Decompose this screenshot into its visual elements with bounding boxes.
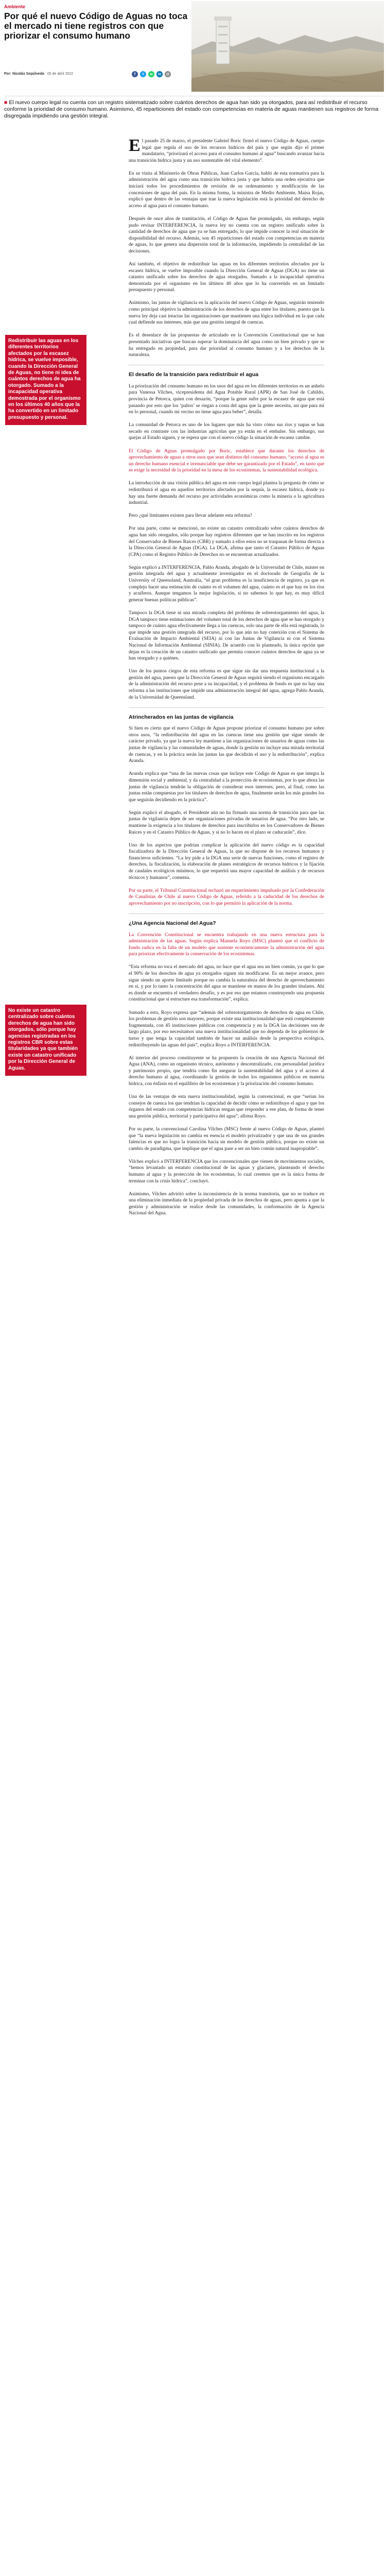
paragraph: Por su parte, la convencional Carolina Vilches (MSC) frente al nuevo Código de Aguas, planteó que “la nueva legislación no cambia en esencia el modelo privatizador y que una de sus grandes falencias es que no logra la transición hacia un modelo de gestión pública, porque no existe un cambio de paradigma, que implique que el agua pase a ser un bien común natural inapropiable”. bbox=[129, 1126, 324, 1151]
paragraph: Asimismo, Vilches advirtió sobre la inconsistencia de la norma transitoria, que no se traduce en una eliminación inmediata de la propiedad privada de los derechos de aguas, pero apunta a que la gestión y administración se realice desde las comunidades, la conformación de la Agencia Nacional del Agua. bbox=[129, 1191, 324, 1216]
section-tag[interactable]: Ambiente bbox=[4, 4, 26, 9]
paragraph: Por una parte, como se mencionó, no existe un catastro centralizado sobre cuántos derechos de agua han sido otorgados, sólo porque hay registros diferentes que se han inscrito en los registros del Conservador de Bienes Raíces (CBR) y sumado a ellos estos no se traspasan de forma directa a la Dirección General de Aguas (DGA). La DGA, afirma que tanto el Catastro Público de Aguas (CPA) como el Registro Público de Derechos no se encuentran actualizados. bbox=[129, 526, 324, 557]
subheading-transition: El desafío de la transición para redistribuir el agua bbox=[129, 371, 259, 378]
email-share-icon[interactable]: @ bbox=[165, 71, 171, 77]
article-lede bbox=[4, 96, 383, 120]
paragraph: El pasado 25 de marzo, el presidente Gabriel Boric firmó el nuevo Código de Aguas, cuerpo legal que regula el uso de los recursos hídricos del país y que según dijo el primer mandatario, “priorizará el acceso para el consumo humano al agua” buscando avanzar hacia una transición hídrica justa y un uso sustentable del vital elemento”. bbox=[129, 136, 324, 163]
paragraph: Pero ¿qué limitantes existen para llevar adelante esta reforma? bbox=[129, 513, 252, 519]
share-bar bbox=[132, 71, 171, 77]
pull-quote-2: No existe un catastro centralizado sobre cuántos derechos de agua han sido otorgados, sólo porque hay agencias registradas en los registros CBR sobre estas titularidades ya que también existe un catastro unificado por la Dirección General de Aguas. bbox=[5, 1005, 86, 1076]
paragraph: La comunidad de Petorca es uno de los lugares que más ha visto cómo sus ríos y napas se han secado en contraste con las industrias agrícolas que ya están en el embalse. Sin embargo, sus quejas al Estado siguen, y se espera que con el nuevo código la situación de escasez cambie. bbox=[129, 422, 324, 441]
article-headline: Por qué el nuevo Código de Aguas no toca el mercado ni tiene registros con que priorizar el consumo humano bbox=[4, 11, 188, 41]
hero-image bbox=[191, 1, 384, 92]
paragraph: Al interior del proceso constituyente se ha propuesto la creación de una Agencia Nacional del Agua (ANA), como un organismo técnico, autónomo y descentralizado, con personalidad jurídica y patrimonio propio, que tendría como fin asegurar la sustentabilidad del agua y el acceso al derecho humano al agua, coordinando la gestión de todos los organismos públicos en materia hídrica, con énfasis en el equilibrio de los ecosistemas y la priorización del consumo humano. bbox=[129, 1055, 324, 1087]
paragraph: Uno de los aspectos que podrían complicar la aplicación del nuevo código es la capacidad fiscalizadora de la Dirección General de Aguas, la que no dispone de los recursos humanos y financieros suficientes. “La ley pide a la DGA una serie de nuevas funciones, como el registro de derechos, la fiscalización, la elaboración de planes estratégicos de recursos hídricos y la fijación de caudales ecológicos mínimos, lo que requerirá una mayor capacidad de análisis y de recursos técnicos y humanos”, comenta. bbox=[129, 842, 324, 880]
paragraph: Uno de los puntos ciegos de esta reforma es que sigue sin dar una respuesta institucional a la gestión del agua, puesto que la Dirección General de Aguas seguirá siendo el organismo encargado de la administración del recurso pese a su incapacidad, y el problema de fondo es que no hay una reforma a las instituciones que impide una administración integral del agua, agrega Pablo Aranda, de la Universidad de Queensland. bbox=[129, 668, 324, 700]
paragraph: Después de once años de tramitación, el Código de Aguas fue promulgado, sin embargo, según pudo revisar INTERFERENCIA, la nueva ley no cuenta con un registro unificado sobre la cantidad de derechos de agua que ya se han entregado, lo que impide conocer la real situación de disponibilidad del recurso. Además, son 45 reparticiones del estado con competencias en materia de aguas, lo que genera una dispersión total de la información, impidiendo la centralidad de las decisiones. bbox=[129, 215, 324, 254]
paragraph-linked[interactable]: Por su parte, el Tribunal Constitucional rechazó un requerimiento impulsado por la Confederación de Canalistas de Chile al nuevo Código de Aguas, referido a la caducidad de los derechos de aprovechamiento por no inscripción, con lo que permitió la aplicación de la norma. bbox=[129, 887, 324, 906]
paragraph: La priorización del consumo humano en los usos del agua en los diferentes territorios es un anhelo para Vanessa Vilches, vicepresidenta del Agua Potable Rural (APR) de San José de Cabildo, provincia de Petorca, quien con desazón, “porque la gente sufre por la escasez de agua que está pasando por esto que los ‘paltos’ se riegan a costa del agua que la gente necesita, así que para mí en lo personal, cuando mi vecino no tiene agua para beber”, detalla. bbox=[129, 383, 324, 415]
paragraph: En su visita al Ministerio de Obras Públicas, Juan Carlos García, habló de esta normativa para la administración del agua como una transición hídrica justa y que habría una orden ejecutiva que iniciará todos los procedimientos de revisión de su ordenamiento y modificación de las concesiones de agua del país. En la misma forma, la ministra de Medio Ambiente, Maisa Rojas, explicó que dentro de las ventajas que trae la nueva legislación está la prioridad del derecho de acceso al agua para el consumo humano. bbox=[129, 170, 324, 209]
paragraph: Así también, el objetivo de redistribuir las aguas en los diferentes territorios afectados por la escasez hídrica, se vuelve imposible cuando la Dirección General de Aguas (DGA) no tiene un catastro unificado sobre los derechos de agua otorgados. Sumado a la incapacidad operativa demostrada por el organismo en los últimos 40 años que lo ha convertido en un limitado presupuesto y personal. bbox=[129, 261, 324, 293]
paragraph: Aranda explica que “una de las nuevas cosas que incluye este Código de Aguas es que integra la dimensión social y ambiental, y da centralidad a la protección de ecosistemas, por lo que ahora las juntas de vigilancia tendrán la obligación de considerar esos intereses, pero, al final, como las juntas están compuestas por los titulares de derechos de agua, finalmente serán los más grandes los que seguirán decidiendo en la práctica”. bbox=[129, 771, 324, 803]
paragraph: Vilches explicó a INTERFERENCIA que los convencionales que vienen de movimientos sociales, “hemos levantado un estatuto constitucional de las aguas y glaciares, planteando el derecho humano al agua y la protección de los ecosistemas, lo cual creemos que es la única forma de terminar con la crisis hídrica”, concluyó. bbox=[129, 1158, 324, 1184]
paragraph: Asimismo, las juntas de vigilancia en la aplicación del nuevo Código de Aguas, seguirán teniendo como principal objetivo la administración de los derechos de agua entre los titulares, puesto que la nueva ley deja casi intactas las organizaciones que mantienen una lógica individual en la que cada cual defiende sus intereses, más que una gestión integral de cuencas. bbox=[129, 300, 324, 326]
pull-quote-1: Redistribuir las aguas en los diferentes territorios afectados por la escasez hídrica, se vuelve imposible, cuando la Dirección General de Aguas, no tiene ni idea de cuántos derechos de agua ha otorgado. Sumado a la incapacidad operativa demostrada por el organismo en los últimos 40 años que la ha convertido en un limitado presupuesto y personal. bbox=[5, 335, 86, 425]
paragraph: Una de las ventajas de esta nueva institucionalidad, según la convencional, es que “serían los consejos de cuenca los que tendrían la capacidad de decidir cómo se redistribuye el agua y que los órganos del estado con competencias hídricas tengan que responder a ese plan, de forma de tener una gestión pública, territorial y participativa del agua”, afirma Royo. bbox=[129, 1094, 324, 1119]
paragraph-linked[interactable]: El Código de Aguas promulgado por Boric, establece que durante los derechos de aprovechamiento de aguas a otros usos que sean distintos del consumo humano, “acceso al agua es un derecho humano esencial e irrenunciable que debe ser garantizado por el Estado”, en tanto que se exige la necesidad de la prioridad en la mesa de los ecosistemas, la sustentabilidad ecológica. bbox=[129, 448, 324, 473]
publish-date: 05 de abril 2022 bbox=[47, 72, 74, 76]
section-divider bbox=[129, 913, 324, 914]
lede-text: El nuevo cuerpo legal no cuenta con un registro sistematizado sobre cuántos derechos de agua han sido ya otorgados, para así redistribuir el recurso conforme la prioridad de consumo humano. Asimismo, 45 reparticiones del estado con competencias en materia de aguas mantienen sus registros de forma disgregada impidiendo una gestión integral. bbox=[4, 99, 379, 119]
linkedin-share-icon[interactable]: in bbox=[156, 71, 163, 77]
paragraph: “Esta reforma no toca el mercado del agua, no hace que el agua sea un bien común, ya que lo que el 90% de los derechos de agua ya otorgados siguen sin modificarse. Es un mejor avance, pero sigue siendo un aporte limitado porque no cambia la naturaleza del derecho de aprovechamiento en sí, y por lo tanto la concentración del agua se mantiene en manos de los grandes titulares. Ahí es donde se encuentra el verdadero desafío, y es por eso que estamos construyendo una propuesta constitucional que sí estructure esa transformación”, explica. bbox=[129, 964, 324, 1003]
paragraph-linked[interactable]: La Convención Constitucional se encuentra trabajando en una nueva estructura para la administración de las aguas. Según explica Manuela Royo (MSC) planteó que el conflicto de fondo radica en la falta de un modelo que sustente económicamente la administración del agua para priorizar efectivamente la conservación de los ecosistemas. bbox=[129, 931, 324, 957]
paragraph: Según explicó a INTERFERENCIA, Pablo Aranda, abogado de la Universidad de Chile, máster en gestión integrada del agua y actualmente investigador en el doctorado de Geografía de la University of Queensland, Australia, “el gran problema es la insuficiencia de registro, ya que es complejo hacer una estimación de cuánto es el volumen del agua, cuánto es el que hay en los ríos y acuíferos. Aunque tengamos la mejor legislación, si no sabemos lo que hay, es muy difícil generar buenas políticas públicas”. bbox=[129, 564, 324, 603]
drop-cap: E bbox=[129, 136, 141, 155]
section-divider bbox=[129, 707, 324, 708]
whatsapp-share-icon[interactable]: w bbox=[148, 71, 154, 77]
lede-marker-icon: ■ bbox=[4, 99, 8, 106]
facebook-share-icon[interactable]: f bbox=[132, 71, 138, 77]
paragraph: Tampoco la DGA tiene ni una mirada completa del problema de sobreotorgamiento del agua, la DGA tampoco tiene estimaciones del volumen total de los derechos de agua que se han otorgado y tampoco de cuánto agua efectivamente llega a las cuencas, solo una parte de ella está registrada, lo que impide una gestión integrada del recurso, por lo que aún no hay conexión con el Sistema de Evaluación de Impacto Ambiental (SEIA) ni con las Juntas de Vigilancia ni con el Sistema Nacional de Información Ambiental (SINIA). De acuerdo con lo planteado, la única opción que dejan es la creación de un catastro unificado que permita conocer cuántos derechos de agua ya se han otorgado y a quiénes. bbox=[129, 609, 324, 662]
author-name[interactable]: Por: Nicolás Sepúlveda bbox=[4, 72, 44, 76]
paragraph: Según explicó el abogado, el Presidente aún no ha firmado una norma de transición para que las juntas de vigilancia dejen de ser organizaciones privadas de usuarios de agua. “Por otro lado, se mantiene la exigencia a los titulares de derechos para inscribirlos en los Conservadores de Bienes Raíces y en el Catastro Público de Aguas, y si no lo hacen en el plazo se caducarán”, dice. bbox=[129, 809, 324, 835]
paragraph: Es el desenlace de las propuestas de articulado en la Convención Constitucional que se han presentado iniciativas que buscan superar la dominancia del agua como un bien privado y que se ha entregado en propiedad, para dar prioridad al consumo humano y a los derechos de la naturaleza. bbox=[129, 332, 324, 358]
article-body bbox=[129, 138, 324, 1224]
subheading-agencia: ¿Una Agencia Nacional del Agua? bbox=[129, 920, 216, 926]
paragraph: Sumado a esto, Royo expresa que “además del sobreotorgamiento de derechos de agua en Chile, los problemas de gestión son mayores, porque existe una institucionalidad que está completamente fragmentada, con 45 instituciones públicas con competencia y en la DGA las decisiones son de largo plazo, por eso necesitamos una nueva institucionalidad que no dependa de los gobiernos de turno y que tenga la capacidad también de hacer un análisis desde la perspectiva ecológica, redistribuyendo las aguas del país”, explica Royo a INTERFERENCIA. bbox=[129, 1009, 324, 1048]
paragraph: La introducción de una visión pública del agua en este cuerpo legal plantea la pregunta de cómo se redistribuirá el agua en aquellos territorios afectados por la sequía, la escasez hídrica, donde ya hay una fuerte demanda del recurso por actividades económicas como la minería o la agricultura industrial. bbox=[129, 480, 324, 506]
subheading-juntas: Atrincherados en las juntas de vigilancia bbox=[129, 714, 234, 720]
twitter-share-icon[interactable]: t bbox=[140, 71, 146, 77]
paragraph: Si bien es cierto que el nuevo Código de Aguas propone priorizar el consumo humano por sobre otros usos, “la redistribución del agua en las cuencas tiene una gestión que sigue siendo de carácter privado, ya que la nueva ley mantiene a las organizaciones de usuarios de aguas como las juntas de vigilancia y las comunidades de aguas, donde la gestión no incluye una mirada territorial de cuencas, y en la práctica serán las juntas las que decidirán el uso y la redistribución”, explica Aranda. bbox=[129, 725, 324, 764]
